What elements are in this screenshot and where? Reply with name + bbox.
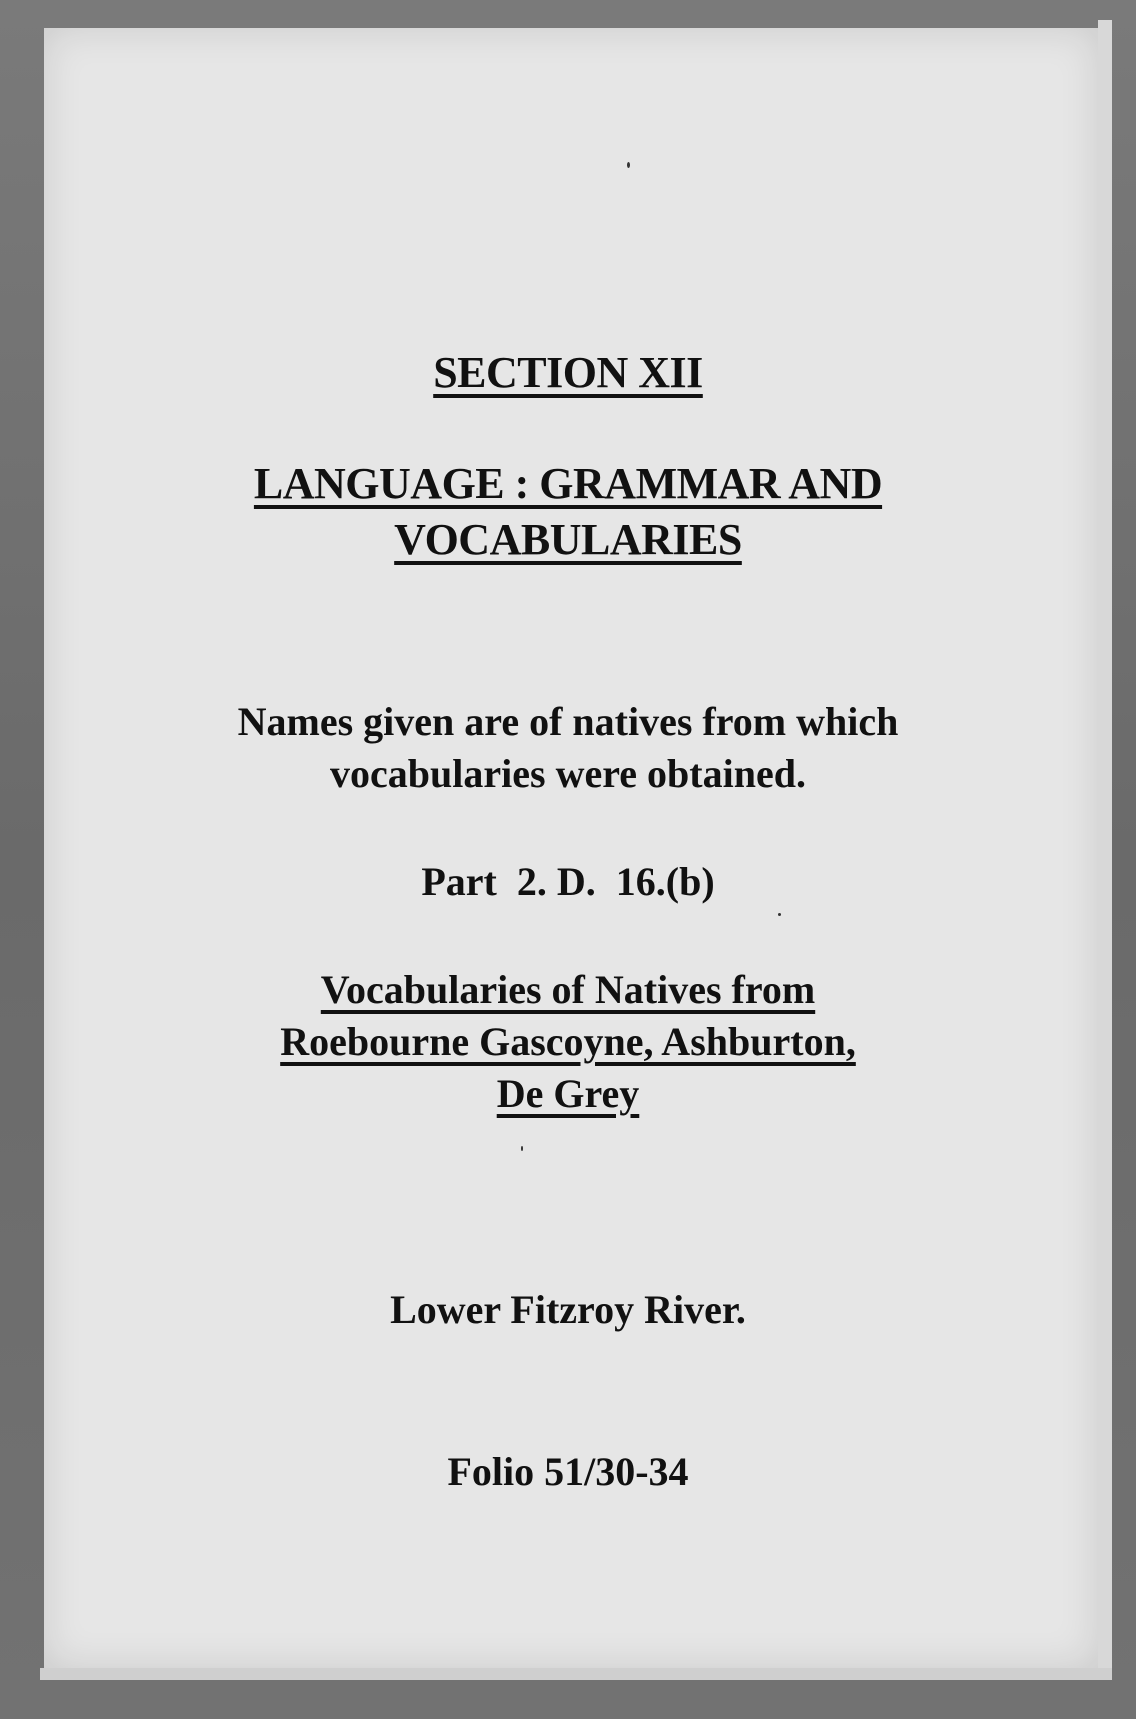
note-line-2: vocabularies were obtained. [330,751,806,796]
vocab-line-2: Roebourne Gascoyne, Ashburton, [280,1019,856,1064]
note-paragraph [0,696,1136,800]
note-line-1: Names given are of natives from which [237,699,899,744]
scan-speck [521,1146,523,1151]
section-title [0,345,1136,401]
vocab-line-3: De Grey [496,1071,640,1116]
section-title-text: SECTION XII [433,348,703,397]
folio-label: Folio 51/30-34 [447,1449,689,1494]
vocabulary-heading [0,964,1136,1120]
page-edge-right [1098,20,1112,1680]
scan-speck [627,162,630,168]
document-page [44,28,1098,1668]
topic-line-2: VOCABULARIES [394,515,742,564]
scan-speck [778,913,781,916]
vocab-line-1: Vocabularies of Natives from [320,967,816,1012]
page-edge-bottom [40,1668,1112,1680]
topic-line-1: LANGUAGE : GRAMMAR AND [253,459,883,508]
topic-heading [0,456,1136,568]
part-reference: Part 2. D. 16.(b) [421,859,715,904]
location-label: Lower Fitzroy River. [390,1287,746,1332]
